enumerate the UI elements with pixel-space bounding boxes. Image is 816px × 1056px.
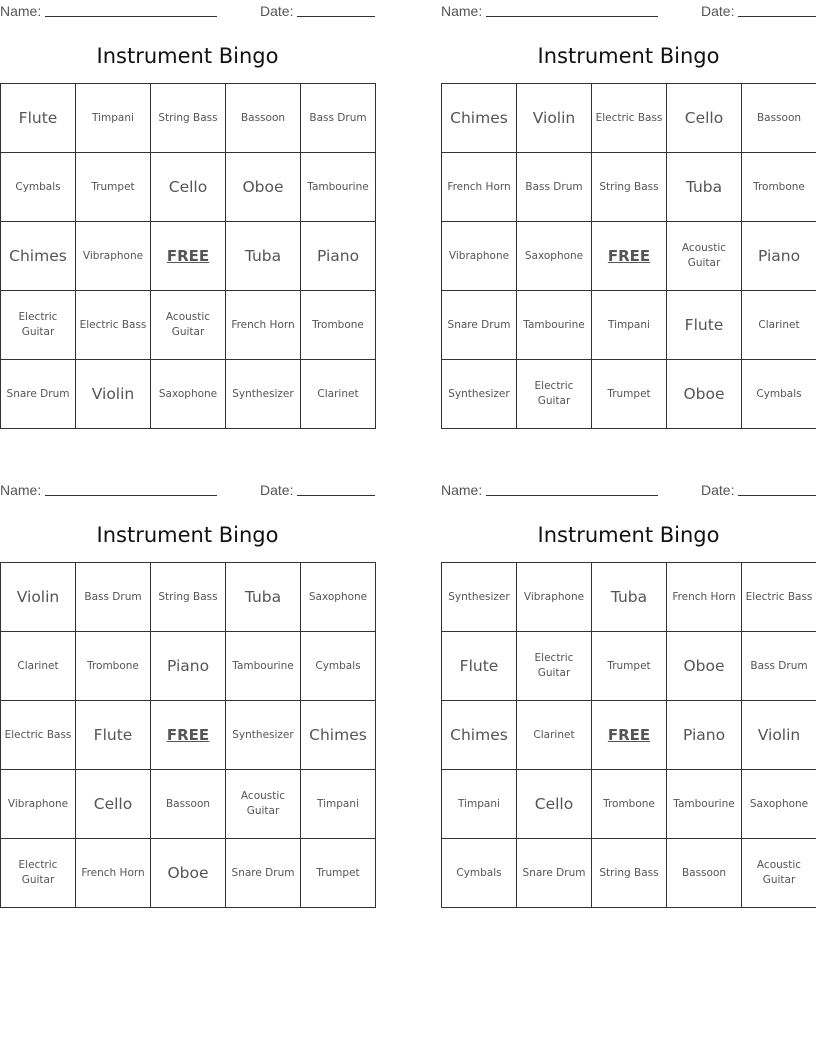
bingo-cell[interactable]: Piano — [667, 701, 742, 770]
bingo-cell[interactable]: Snare Drum — [1, 360, 76, 429]
bingo-cell[interactable]: Synthesizer — [226, 360, 301, 429]
bingo-cell[interactable]: Timpani — [442, 770, 517, 839]
bingo-cell[interactable]: Bass Drum — [742, 632, 816, 701]
bingo-row — [1, 632, 376, 701]
bingo-cell[interactable]: Tuba — [667, 153, 742, 222]
bingo-row — [442, 222, 816, 291]
name-field-line[interactable] — [45, 3, 217, 17]
bingo-cell[interactable]: Synthesizer — [442, 563, 517, 632]
bingo-cell[interactable]: Acoustic Guitar — [151, 291, 226, 360]
bingo-cell[interactable]: Snare Drum — [226, 839, 301, 908]
bingo-row — [442, 360, 816, 429]
free-space[interactable]: FREE — [592, 701, 667, 770]
bingo-row — [1, 153, 376, 222]
bingo-cell[interactable]: French Horn — [667, 563, 742, 632]
bingo-grid — [441, 83, 816, 429]
bingo-cell[interactable]: Vibraphone — [442, 222, 517, 291]
bingo-cell[interactable]: French Horn — [76, 839, 151, 908]
bingo-cell[interactable]: Vibraphone — [1, 770, 76, 839]
bingo-cell[interactable]: Saxophone — [517, 222, 592, 291]
bingo-grid — [0, 83, 376, 429]
bingo-row — [442, 839, 816, 908]
bingo-row — [442, 84, 816, 153]
bingo-cell[interactable]: Saxophone — [151, 360, 226, 429]
bingo-cell[interactable]: Violin — [1, 563, 76, 632]
bingo-cell[interactable]: Tuba — [592, 563, 667, 632]
bingo-cell[interactable]: String Bass — [151, 84, 226, 153]
bingo-row — [1, 770, 376, 839]
bingo-cell[interactable]: Tambourine — [517, 291, 592, 360]
bingo-cell[interactable]: Tambourine — [226, 632, 301, 701]
bingo-cell[interactable]: Electric Guitar — [517, 360, 592, 429]
bingo-cell[interactable]: Flute — [76, 701, 151, 770]
name-label: Name: — [0, 482, 42, 498]
bingo-cell[interactable]: Snare Drum — [517, 839, 592, 908]
name-field-line[interactable] — [486, 482, 658, 496]
bingo-cell[interactable]: Cello — [151, 153, 226, 222]
bingo-cell[interactable]: Flute — [1, 84, 76, 153]
bingo-cell[interactable]: Trombone — [742, 153, 816, 222]
bingo-cell[interactable]: Piano — [742, 222, 816, 291]
date-field-line[interactable] — [297, 482, 375, 496]
card-title: Instrument Bingo — [96, 44, 279, 68]
bingo-grid — [0, 562, 376, 908]
bingo-cell[interactable]: Cymbals — [301, 632, 376, 701]
bingo-cell[interactable]: Chimes — [301, 701, 376, 770]
name-field-line[interactable] — [45, 482, 217, 496]
bingo-cell[interactable]: Electric Guitar — [1, 839, 76, 908]
bingo-cell[interactable]: Bassoon — [742, 84, 816, 153]
bingo-cell[interactable]: Clarinet — [301, 360, 376, 429]
name-label: Name: — [441, 482, 483, 498]
bingo-row — [442, 563, 816, 632]
bingo-cell[interactable]: String Bass — [592, 839, 667, 908]
bingo-cell[interactable]: Oboe — [151, 839, 226, 908]
bingo-cell[interactable]: Saxophone — [301, 563, 376, 632]
bingo-cell[interactable]: Saxophone — [742, 770, 816, 839]
bingo-cell[interactable]: Clarinet — [517, 701, 592, 770]
bingo-cell[interactable]: Synthesizer — [442, 360, 517, 429]
bingo-cell[interactable]: Electric Bass — [76, 291, 151, 360]
bingo-cell[interactable]: Bass Drum — [301, 84, 376, 153]
date-field-line[interactable] — [738, 3, 816, 17]
bingo-cell[interactable]: Snare Drum — [442, 291, 517, 360]
bingo-cell[interactable]: Acoustic Guitar — [226, 770, 301, 839]
bingo-card — [441, 0, 816, 432]
bingo-cell[interactable]: Vibraphone — [76, 222, 151, 291]
bingo-card — [0, 479, 375, 911]
bingo-cell[interactable]: Timpani — [592, 291, 667, 360]
bingo-row — [1, 222, 376, 291]
date-field-line[interactable] — [738, 482, 816, 496]
bingo-cell[interactable]: Clarinet — [742, 291, 816, 360]
bingo-row — [1, 839, 376, 908]
bingo-cell[interactable]: Clarinet — [1, 632, 76, 701]
bingo-cell[interactable]: Oboe — [226, 153, 301, 222]
bingo-cell[interactable]: Trombone — [76, 632, 151, 701]
bingo-row — [442, 153, 816, 222]
bingo-card — [0, 0, 375, 432]
bingo-cell[interactable]: Trumpet — [76, 153, 151, 222]
card-title: Instrument Bingo — [537, 523, 720, 547]
name-label: Name: — [441, 3, 483, 19]
bingo-cell[interactable]: Cymbals — [442, 839, 517, 908]
bingo-cell[interactable]: Cymbals — [1, 153, 76, 222]
bingo-card — [441, 479, 816, 911]
name-label: Name: — [0, 3, 42, 19]
bingo-cell[interactable]: Trumpet — [301, 839, 376, 908]
bingo-cell[interactable]: Electric Bass — [1, 701, 76, 770]
bingo-cell[interactable]: Cymbals — [742, 360, 816, 429]
bingo-row — [442, 701, 816, 770]
free-space[interactable]: FREE — [151, 701, 226, 770]
bingo-row — [1, 84, 376, 153]
bingo-cell[interactable]: Tambourine — [667, 770, 742, 839]
date-field-line[interactable] — [297, 3, 375, 17]
bingo-cell[interactable]: Trumpet — [592, 632, 667, 701]
bingo-cell[interactable]: Tuba — [226, 563, 301, 632]
bingo-cell[interactable]: Bass Drum — [76, 563, 151, 632]
bingo-cell[interactable]: Flute — [442, 632, 517, 701]
card-title: Instrument Bingo — [537, 44, 720, 68]
free-space[interactable]: FREE — [592, 222, 667, 291]
bingo-cell[interactable]: Electric Guitar — [1, 291, 76, 360]
bingo-cell[interactable]: Electric Bass — [592, 84, 667, 153]
bingo-cell[interactable]: Tambourine — [301, 153, 376, 222]
bingo-cell[interactable]: Piano — [301, 222, 376, 291]
bingo-cell[interactable]: Violin — [517, 84, 592, 153]
bingo-cell[interactable]: Electric Bass — [742, 563, 816, 632]
bingo-cell[interactable]: String Bass — [151, 563, 226, 632]
bingo-cell[interactable]: Acoustic Guitar — [667, 222, 742, 291]
bingo-cell[interactable]: Piano — [151, 632, 226, 701]
bingo-cell[interactable]: Synthesizer — [226, 701, 301, 770]
bingo-cell[interactable]: Bassoon — [226, 84, 301, 153]
bingo-cell[interactable]: Tuba — [226, 222, 301, 291]
bingo-cell[interactable]: Timpani — [301, 770, 376, 839]
date-label: Date: — [701, 482, 735, 498]
bingo-cell[interactable]: French Horn — [226, 291, 301, 360]
bingo-cell[interactable]: Trombone — [301, 291, 376, 360]
bingo-cell[interactable]: Bass Drum — [517, 153, 592, 222]
date-label: Date: — [701, 3, 735, 19]
bingo-cell[interactable]: Bassoon — [667, 839, 742, 908]
bingo-cell[interactable]: Oboe — [667, 632, 742, 701]
bingo-cell[interactable]: Acoustic Guitar — [742, 839, 816, 908]
bingo-cell[interactable]: Trombone — [592, 770, 667, 839]
bingo-cell[interactable]: Flute — [667, 291, 742, 360]
bingo-cell[interactable]: French Horn — [442, 153, 517, 222]
bingo-cell[interactable]: Chimes — [442, 84, 517, 153]
bingo-cell[interactable]: Timpani — [76, 84, 151, 153]
bingo-cell[interactable]: Electric Guitar — [517, 632, 592, 701]
bingo-cell[interactable]: Oboe — [667, 360, 742, 429]
bingo-row — [1, 360, 376, 429]
bingo-row — [442, 632, 816, 701]
date-label: Date: — [260, 3, 294, 19]
bingo-cell[interactable]: Cello — [517, 770, 592, 839]
bingo-cell[interactable]: Bassoon — [151, 770, 226, 839]
date-label: Date: — [260, 482, 294, 498]
bingo-cell[interactable]: Violin — [742, 701, 816, 770]
bingo-cell[interactable]: Vibraphone — [517, 563, 592, 632]
free-space[interactable]: FREE — [151, 222, 226, 291]
bingo-cell[interactable]: Cello — [76, 770, 151, 839]
bingo-grid — [441, 562, 816, 908]
bingo-cell[interactable]: Cello — [667, 84, 742, 153]
bingo-cell[interactable]: Chimes — [442, 701, 517, 770]
bingo-row — [442, 770, 816, 839]
bingo-cell[interactable]: String Bass — [592, 153, 667, 222]
bingo-cell[interactable]: Trumpet — [592, 360, 667, 429]
name-field-line[interactable] — [486, 3, 658, 17]
bingo-row — [1, 563, 376, 632]
bingo-row — [1, 291, 376, 360]
bingo-cell[interactable]: Violin — [76, 360, 151, 429]
bingo-row — [1, 701, 376, 770]
bingo-cell[interactable]: Chimes — [1, 222, 76, 291]
bingo-row — [442, 291, 816, 360]
card-title: Instrument Bingo — [96, 523, 279, 547]
